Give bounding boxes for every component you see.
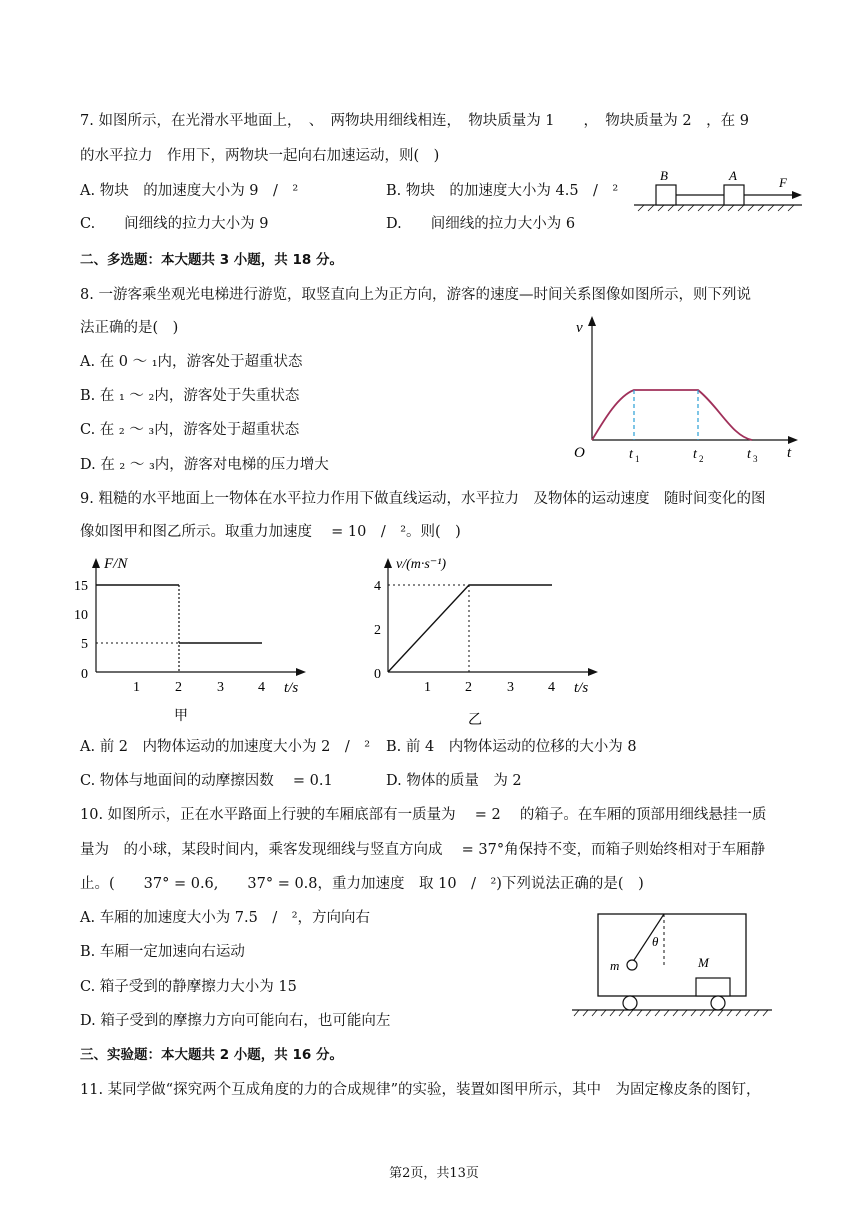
q8-option-b: B. 在 ₁ ～ ₂内，游客处于失重状态 <box>80 388 300 404</box>
t2-sub: 2 <box>699 454 704 464</box>
box-m <box>696 978 730 996</box>
q10-stem-line2: 量为 的小球，某段时间内，乘客发现细线与竖直方向成 = 37°角保持不变，而箱子则始终相对于车厢静 <box>80 842 766 858</box>
t1-label: t <box>629 447 633 462</box>
velocity-ramp <box>388 585 469 672</box>
y-axis-label: v <box>576 320 583 336</box>
ball-label: m <box>610 958 620 973</box>
caption-yi: 乙 <box>468 713 482 728</box>
q7-option-d: D. 间细线的拉力大小为 6 <box>386 216 576 232</box>
label-f: F <box>779 175 787 190</box>
q8-option-c: C. 在 ₂ ～ ₃内，游客处于超重状态 <box>80 422 300 438</box>
t3-label: t <box>747 447 751 462</box>
q10-stem-line3: 止。( 37° = 0.6, 37° = 0.8，重力加速度 取 10 / ²)下列说法正确的是( ) <box>80 876 644 892</box>
q10-option-b: B. 车厢一定加速向右运动 <box>80 944 245 960</box>
t2-label: t <box>693 447 697 462</box>
wheel-right <box>711 996 725 1010</box>
xtick-4: 4 <box>548 680 555 695</box>
page-footer: 第2页，共13页 <box>389 1166 479 1181</box>
ytick-2: 2 <box>374 623 381 638</box>
q7-option-c: C. 间细线的拉力大小为 9 <box>80 216 269 232</box>
block-b <box>656 185 676 205</box>
q10-option-a: A. 车厢的加速度大小为 7.5 / ²，方向向右 <box>80 910 371 926</box>
q9-option-c: C. 物体与地面间的动摩擦因数 = 0.1 <box>80 773 333 789</box>
x-axis-label: t/s <box>574 680 589 696</box>
ytick-10: 10 <box>74 608 88 623</box>
xtick-1: 1 <box>133 680 140 695</box>
q9-force-graph <box>72 552 322 732</box>
q7-block-figure <box>630 165 810 215</box>
label-a: A <box>729 168 737 183</box>
q10-stem-line1: 10. 如图所示，正在水平路面上行驶的车厢底部有一质量为 = 2 的箱子。在车厢的顶部用细线悬挂一质 <box>80 807 767 823</box>
q9-stem-line1: 9. 粗糙的水平地面上一物体在水平拉力作用下做直线运动，水平拉力 及物体的运动速度 随时间变化的图 <box>80 491 766 507</box>
ytick-15: 15 <box>74 579 88 594</box>
ytick-4: 4 <box>374 579 381 594</box>
ytick-5: 5 <box>81 637 88 652</box>
y-axis-label: v/(m·s⁻¹) <box>396 557 447 572</box>
box-label: M <box>698 955 709 970</box>
section-experiment-title: 三、实验题：本大题共 2 小题，共 16 分。 <box>80 1047 343 1063</box>
velocity-curve <box>592 390 752 440</box>
x-axis-label: t/s <box>284 680 299 696</box>
block-a <box>724 185 744 205</box>
xtick-3: 3 <box>217 680 224 695</box>
xtick-2: 2 <box>175 680 182 695</box>
q7-stem-line2: 的水平拉力 作用下，两物块一起向右加速运动，则( ) <box>80 148 440 164</box>
q9-stem-line2: 像如图甲和图乙所示。取重力加速度 = 10 / ²。则( ) <box>80 524 461 540</box>
q8-option-d: D. 在 ₂ ～ ₃内，游客对电梯的压力增大 <box>80 457 329 473</box>
q8-option-a: A. 在 0 ～ ₁内，游客处于超重状态 <box>80 354 303 370</box>
origin-label: O <box>574 445 585 461</box>
xtick-2: 2 <box>465 680 472 695</box>
q7-option-b: B. 物块 的加速度大小为 4.5 / ² <box>386 183 619 199</box>
t3-sub: 3 <box>753 454 758 464</box>
q9-option-a: A. 前 2 内物体运动的加速度大小为 2 / ² <box>80 739 371 755</box>
x-axis-label: t <box>787 445 792 461</box>
xtick-3: 3 <box>507 680 514 695</box>
angle-label: θ <box>652 934 659 949</box>
xtick-1: 1 <box>424 680 431 695</box>
label-b: B <box>660 168 668 183</box>
q9-option-b: B. 前 4 内物体运动的位移的大小为 8 <box>386 739 637 755</box>
caption-jia: 甲 <box>174 709 188 724</box>
q8-stem-line2: 法正确的是( ) <box>80 320 179 336</box>
section-multiple-choice-title: 二、多选题：本大题共 3 小题，共 18 分。 <box>80 252 343 268</box>
ball <box>627 960 637 970</box>
ytick-0: 0 <box>374 667 381 682</box>
q9-option-d: D. 物体的质量 为 2 <box>386 773 522 789</box>
ytick-0: 0 <box>81 667 88 682</box>
q10-option-c: C. 箱子受到的静摩擦力大小为 15 <box>80 979 297 995</box>
q7-stem-line1: 7. 如图所示，在光滑水平地面上， 、 两物块用细线相连， 物块质量为 1 ， 物块质量为 2 ，在 9 <box>80 113 749 129</box>
q10-carriage-figure <box>568 908 778 1018</box>
y-axis-label: F/N <box>104 556 128 572</box>
xtick-4: 4 <box>258 680 265 695</box>
wheel-left <box>623 996 637 1010</box>
q10-option-d: D. 箱子受到的摩擦力方向可能向右，也可能向左 <box>80 1013 391 1029</box>
q9-velocity-graph <box>362 552 622 732</box>
q8-vt-graph <box>570 312 805 467</box>
q7-option-a: A. 物块 的加速度大小为 9 / ² <box>80 183 299 199</box>
q11-stem-line1: 11. 某同学做“探究两个互成角度的力的合成规律”的实验，装置如图甲所示，其中 为固定橡皮条的图钉， <box>80 1082 761 1098</box>
q8-stem-line1: 8. 一游客乘坐观光电梯进行游览，取竖直向上为正方向，游客的速度—时间关系图像如图所示，则下列说 <box>80 287 751 303</box>
t1-sub: 1 <box>635 454 640 464</box>
